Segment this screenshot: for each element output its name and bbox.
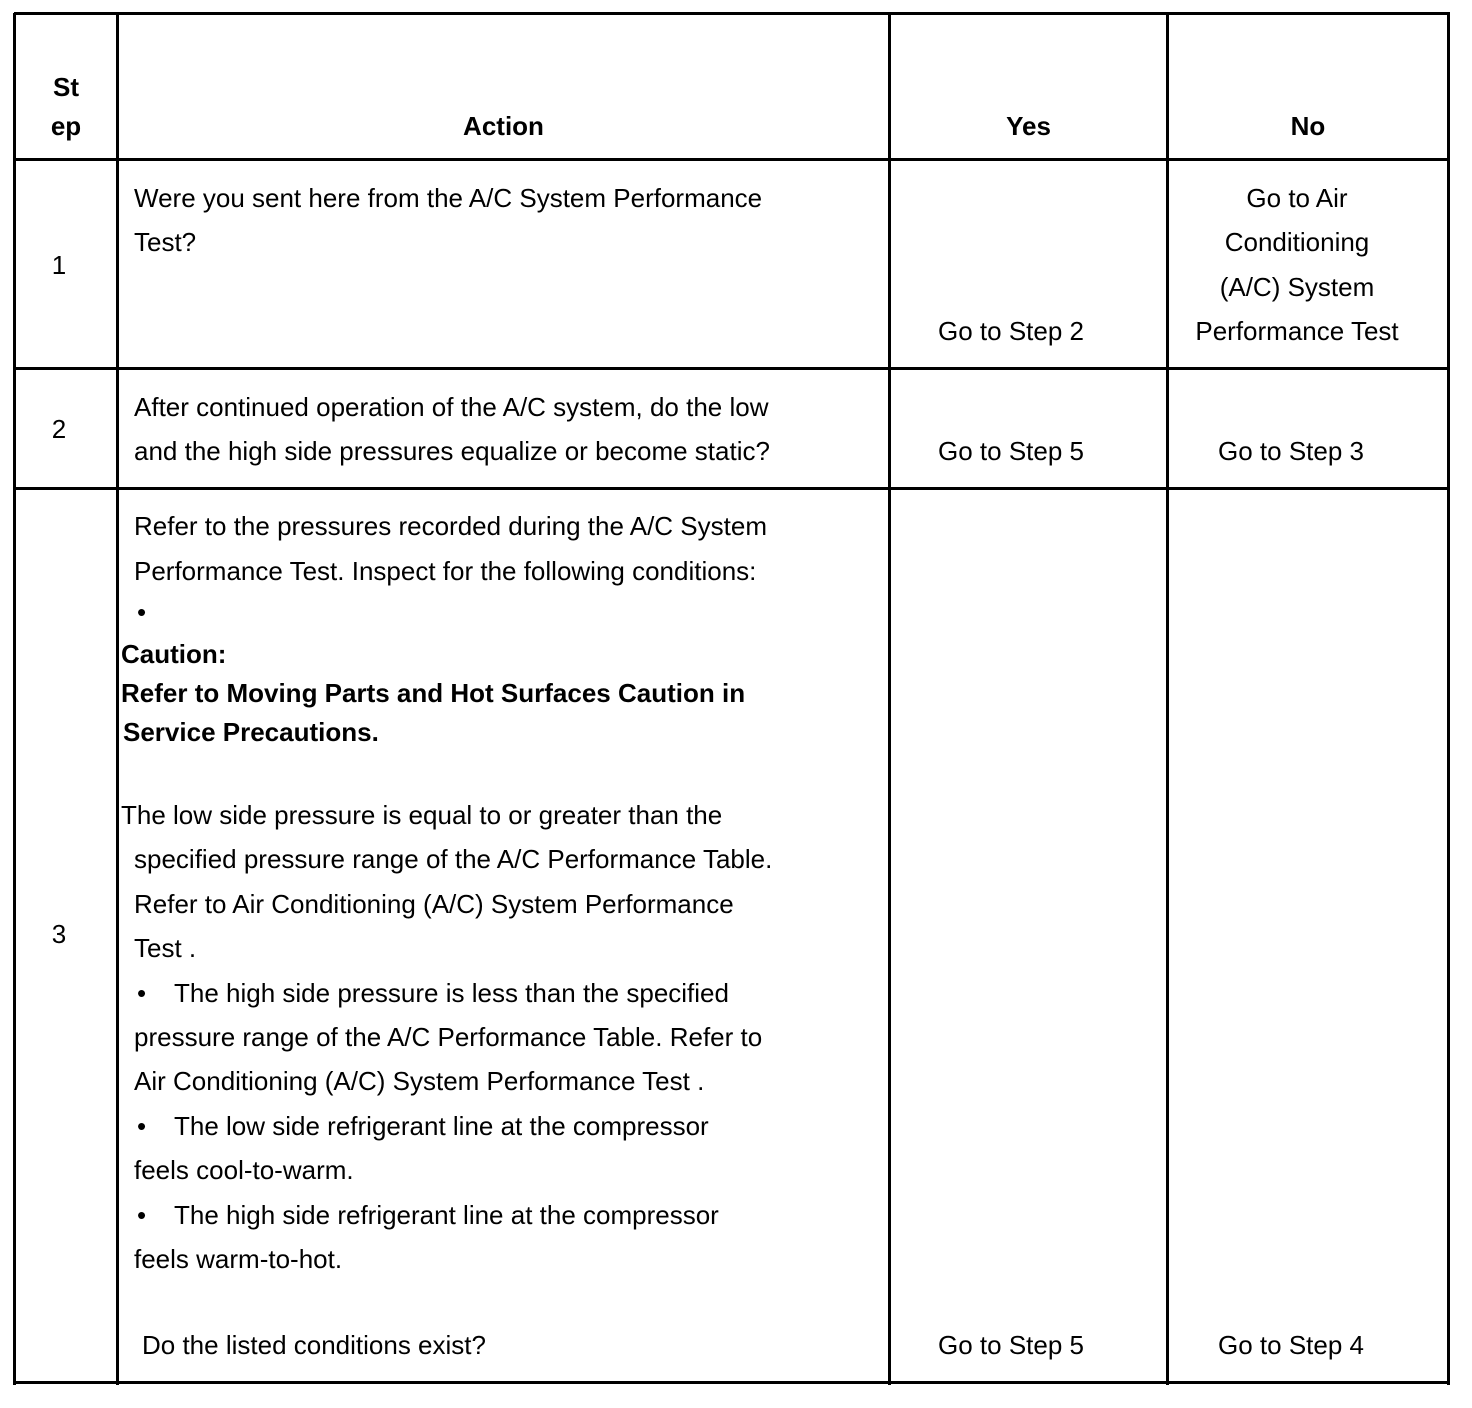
row-1-action-line-2: Test?: [134, 227, 197, 257]
caution-line-1: Refer to Moving Parts and Hot Surfaces Caution in: [121, 678, 746, 708]
header-row-divider: [14, 158, 1450, 161]
bullet: •: [137, 597, 147, 627]
row-1-no-line-1[interactable]: Go to Air: [1246, 183, 1348, 213]
row-2-yes[interactable]: Go to Step 5: [938, 436, 1084, 466]
bullet: •: [137, 978, 147, 1008]
row-3-intro-line-2: Performance Test. Inspect for the following conditions:: [134, 556, 757, 586]
header-yes: Yes: [1006, 111, 1051, 141]
condition-4-line-2: feels warm-to-hot.: [134, 1244, 343, 1274]
row-3-question: Do the listed conditions exist?: [142, 1330, 486, 1360]
bullet: •: [137, 1200, 147, 1230]
row-1-yes[interactable]: Go to Step 2: [938, 316, 1084, 346]
header-no: No: [1290, 111, 1326, 141]
table-border-right: [1447, 13, 1450, 1385]
action-column-divider: [888, 13, 891, 1385]
table-border-bottom: [14, 1381, 1450, 1384]
row-2-no[interactable]: Go to Step 3: [1218, 436, 1364, 466]
condition-3-line-1: The low side refrigerant line at the compressor: [174, 1111, 709, 1141]
row-2-step: 2: [51, 414, 67, 444]
row-3-no[interactable]: Go to Step 4: [1218, 1330, 1364, 1360]
caution-line-2: Service Precautions.: [123, 717, 379, 747]
row-1-no-line-2[interactable]: Conditioning: [1224, 227, 1370, 257]
condition-2-line-3: Air Conditioning (A/C) System Performance Test .: [134, 1066, 705, 1096]
row-1-no-line-3[interactable]: (A/C) System: [1219, 272, 1375, 302]
row-1-action-line-1: Were you sent here from the A/C System Performance: [134, 183, 763, 213]
table-border-top: [14, 12, 1450, 15]
row-2-divider: [14, 487, 1450, 490]
condition-2-line-2: pressure range of the A/C Performance Table. Refer to: [134, 1022, 763, 1052]
bullet: •: [137, 1111, 147, 1141]
condition-2-line-1: The high side pressure is less than the specified: [174, 978, 729, 1008]
condition-1-line-2: specified pressure range of the A/C Performance Table.: [134, 844, 773, 874]
row-1-no-line-4[interactable]: Performance Test: [1195, 316, 1399, 346]
row-1-divider: [14, 367, 1450, 370]
header-step: [16, 68, 116, 146]
row-3-intro-line-1: Refer to the pressures recorded during the A/C System: [134, 511, 767, 541]
table-border-left: [13, 13, 16, 1385]
header-step-line2: ep: [50, 111, 82, 141]
header-action: Action: [463, 111, 544, 141]
header-step-line1: St: [53, 72, 79, 102]
row-3-step: 3: [51, 919, 67, 949]
row-3-yes[interactable]: Go to Step 5: [938, 1330, 1084, 1360]
row-2-action-line-2: and the high side pressures equalize or become static?: [134, 436, 770, 466]
condition-4-line-1: The high side refrigerant line at the compressor: [174, 1200, 719, 1230]
condition-1-line-4: Test .: [134, 933, 197, 963]
condition-1-line-3: Refer to Air Conditioning (A/C) System Performance: [134, 889, 734, 919]
step-column-divider: [116, 13, 119, 1385]
row-1-step: 1: [51, 250, 67, 280]
caution-label: Caution:: [121, 639, 227, 669]
condition-3-line-2: feels cool-to-warm.: [134, 1155, 354, 1185]
row-2-action-line-1: After continued operation of the A/C system, do the low: [134, 392, 769, 422]
condition-1-line-1: The low side pressure is equal to or greater than the: [121, 800, 723, 830]
